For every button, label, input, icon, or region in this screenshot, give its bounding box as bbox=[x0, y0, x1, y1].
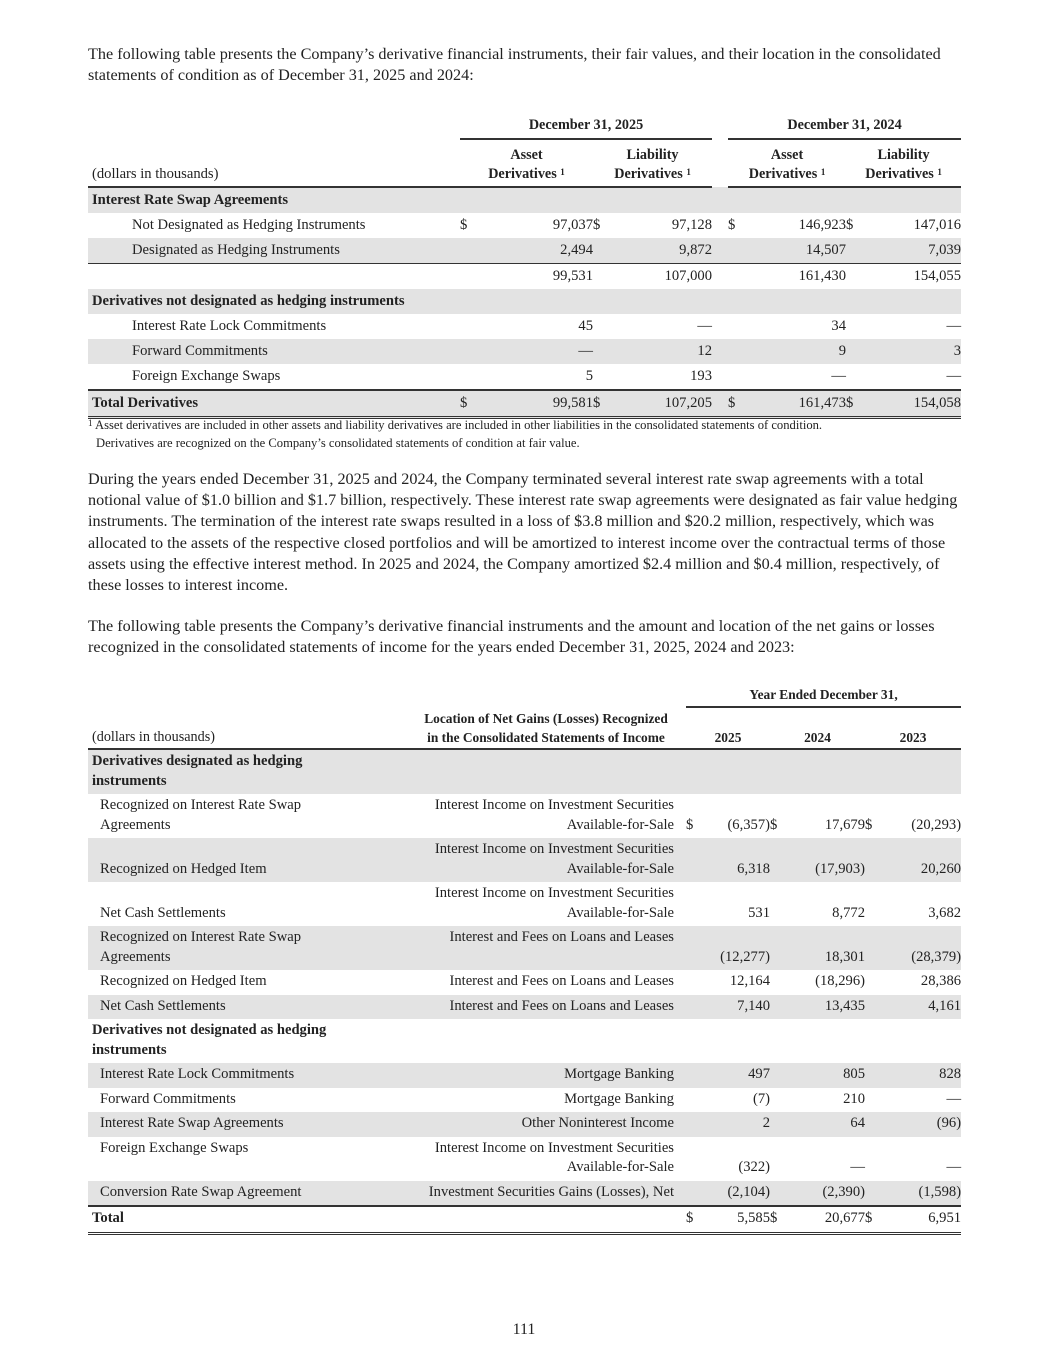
derivatives-fair-value-table bbox=[88, 113, 961, 419]
header-year-2024: 2024 bbox=[770, 707, 865, 749]
swap-termination-paragraph: During the years ended December 31, 2025 and 2024, the Company terminated several interest rate swap agreements with a total notional value of $1.0 billion and $1.7 billion, respectively. These interest rate swap agreements were designated as fair value hedging instruments. The termination of the interest rate swaps resulted in a loss of $3.8 million and $20.2 million, respectively, which was allocated to the assets of the respective closed portfolios and will be amortized to interest income over the contractual terms of those assets using the effective interest method. In 2025 and 2024, the Company amortized $2.4 million and $0.4 million, respectively, of these losses to interest income. bbox=[88, 470, 958, 595]
column-header-row bbox=[88, 139, 961, 187]
period-header-2024: December 31, 2024 bbox=[728, 113, 961, 139]
table-row: Net Cash Settlements Interest and Fees on Loans and Leases 7,140 13,435 4,161 bbox=[88, 995, 961, 1020]
units-label: (dollars in thousands) bbox=[88, 707, 406, 749]
location-header: Location of Net Gains (Losses) Recognized in the Consolidated Statements of Income bbox=[406, 707, 686, 749]
derivatives-gains-losses-table bbox=[88, 682, 961, 1235]
subtotal-row: 99,531 107,000 161,430 154,055 bbox=[88, 264, 961, 290]
table-row: Net Cash Settlements Interest Income on Investment Securities Available-for-Sale 531 8,772 3,682 bbox=[100, 885, 962, 921]
year-header-row bbox=[88, 682, 961, 707]
total-row: Total $ 5,585 $ 20,677 $ 6,951 bbox=[88, 1206, 961, 1233]
table1-footnote: $^1$ Asset derivatives are included in other assets and liability derivatives are included in other liabilities in the consolidated statements of condition. Derivatives are recognized on the Company’s consolidated statements of condition at fair value. bbox=[88, 418, 823, 450]
intro-paragraph-table2: The following table presents the Company’s derivative financial instruments and the amount and location of the net gains or losses recognized in the consolidated statements of income for the years ended December 31, 2025, 2024 and 2023: bbox=[88, 617, 935, 657]
section-title: Derivatives designated as hedging instruments bbox=[88, 749, 406, 794]
table-row: Not Designated as Hedging Instruments $ 97,037 $ 97,128 $ 146,923 $ 147,016 bbox=[132, 217, 962, 233]
period-header-2025: December 31, 2025 bbox=[460, 113, 712, 139]
section-header-row bbox=[88, 1019, 961, 1063]
table-row: Interest Rate Swap Agreements Other Noninterest Income 2 64 (96) bbox=[88, 1112, 961, 1137]
year-ended-header: Year Ended December 31, bbox=[686, 682, 961, 707]
section-title: Derivatives not designated as hedging instruments bbox=[88, 289, 961, 314]
period-header-row bbox=[88, 113, 961, 139]
page-number: 111 bbox=[512, 1321, 536, 1338]
table-row: Interest Rate Lock Commitments 45 — 34 — bbox=[132, 318, 962, 334]
section-header-row bbox=[88, 187, 961, 213]
table-row: Forward Commitments — 12 9 3 bbox=[88, 339, 961, 364]
table-row: Foreign Exchange Swaps Interest Income on Investment Securities Available-for-Sale (322) — — bbox=[100, 1139, 962, 1175]
table-row: Designated as Hedging Instruments 2,494 9,872 14,507 7,039 bbox=[88, 238, 961, 264]
header-asset-2025: Asset Derivatives $^1$ bbox=[460, 139, 593, 187]
units-label: (dollars in thousands) bbox=[88, 139, 460, 187]
header-year-2025: 2025 bbox=[686, 707, 770, 749]
table-row: Recognized on Hedged Item Interest and Fees on Loans and Leases 12,164 (18,296) 28,386 bbox=[100, 973, 962, 989]
header-liability-2024: Liability Derivatives $^1$ bbox=[846, 139, 961, 187]
section-header-row bbox=[88, 749, 961, 794]
table-row: Foreign Exchange Swaps 5 193 — — bbox=[132, 368, 962, 384]
table-row: Forward Commitments Mortgage Banking (7) 210 — bbox=[100, 1090, 962, 1107]
table-row: Recognized on Interest Rate Swap Agreements Interest and Fees on Loans and Leases (12,277) 18,301 (28,379) bbox=[88, 926, 961, 970]
section-title: Derivatives not designated as hedging instruments bbox=[92, 1022, 327, 1058]
column-header-row bbox=[88, 707, 961, 749]
header-liability-2025: Liability Derivatives $^1$ bbox=[593, 139, 712, 187]
table-row: Interest Rate Lock Commitments Mortgage Banking 497 805 828 bbox=[88, 1063, 961, 1088]
total-row: Total Derivatives $ 99,581 $ 107,205 $ 161,473 $ 154,058 bbox=[88, 390, 961, 418]
intro-paragraph-table1: The following table presents the Company’s derivative financial instruments, their fair values, and their location in the consolidated statements of condition as of December 31, 2025 and 2024: bbox=[88, 45, 941, 85]
section-title: Interest Rate Swap Agreements bbox=[88, 187, 961, 213]
header-year-2023: 2023 bbox=[865, 707, 961, 749]
header-asset-2024: Asset Derivatives $^1$ bbox=[728, 139, 846, 187]
table-row: Conversion Rate Swap Agreement Investment Securities Gains (Losses), Net (2,104) (2,390) (1,598) bbox=[88, 1181, 961, 1207]
section-header-row bbox=[88, 289, 961, 314]
table-row: Recognized on Hedged Item Interest Income on Investment Securities Available-for-Sale 6,318 (17,903) 20,260 bbox=[88, 838, 961, 882]
table-row: Recognized on Interest Rate Swap Agreements Interest Income on Investment Securities Available-for-Sale $ (6,357) $ 17,679 $ (20,293) bbox=[100, 797, 962, 833]
